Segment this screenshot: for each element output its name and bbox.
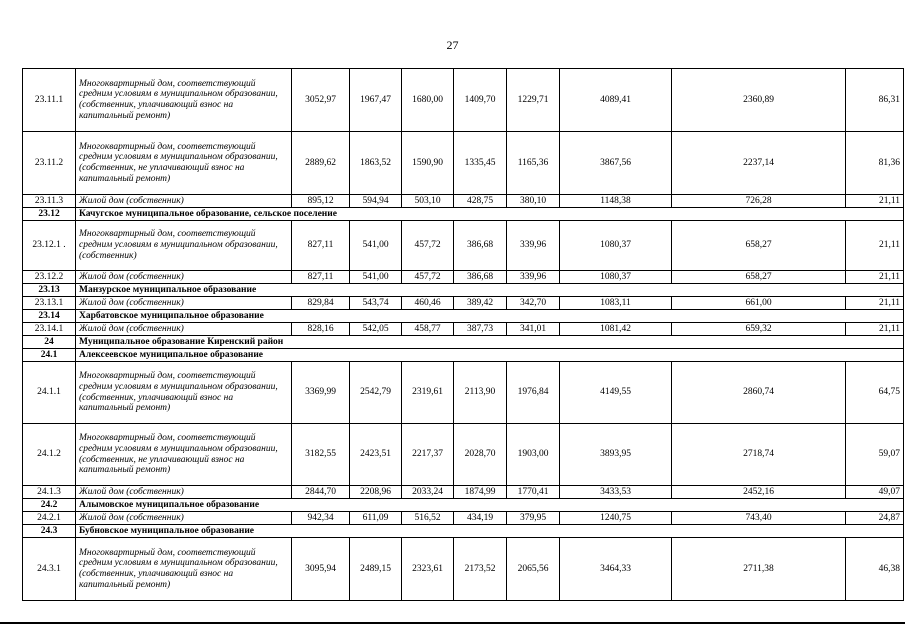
value-cell: 1081,42 bbox=[560, 323, 672, 336]
value-cell: 2718,74 bbox=[672, 424, 846, 486]
value-cell: 611,09 bbox=[350, 512, 402, 525]
row-code: 24.1.2 bbox=[23, 424, 76, 486]
table-row bbox=[23, 195, 904, 208]
section-row bbox=[23, 336, 904, 349]
value-cell: 1967,47 bbox=[350, 69, 402, 132]
section-title: Харбатовское муниципальное образование bbox=[76, 310, 904, 323]
page-bottom-border bbox=[0, 622, 905, 624]
table-row bbox=[23, 132, 904, 195]
value-cell: 386,68 bbox=[454, 271, 507, 284]
value-cell: 380,10 bbox=[507, 195, 560, 208]
value-cell: 1165,36 bbox=[507, 132, 560, 195]
value-cell: 541,00 bbox=[350, 271, 402, 284]
value-cell: 342,70 bbox=[507, 297, 560, 310]
value-cell: 389,42 bbox=[454, 297, 507, 310]
value-cell: 4089,41 bbox=[560, 69, 672, 132]
value-cell: 3182,55 bbox=[292, 424, 350, 486]
value-cell: 457,72 bbox=[402, 271, 454, 284]
row-code: 23.13.1 bbox=[23, 297, 76, 310]
value-cell: 2319,61 bbox=[402, 362, 454, 424]
value-cell: 2542,79 bbox=[350, 362, 402, 424]
table-row bbox=[23, 538, 904, 601]
value-cell: 828,16 bbox=[292, 323, 350, 336]
value-cell: 86,31 bbox=[846, 69, 904, 132]
value-cell: 21,11 bbox=[846, 195, 904, 208]
value-cell: 942,34 bbox=[292, 512, 350, 525]
value-cell: 21,11 bbox=[846, 297, 904, 310]
value-cell: 457,72 bbox=[402, 221, 454, 271]
value-cell: 743,40 bbox=[672, 512, 846, 525]
value-cell: 2452,16 bbox=[672, 486, 846, 499]
value-cell: 1680,00 bbox=[402, 69, 454, 132]
value-cell: 339,96 bbox=[507, 271, 560, 284]
value-cell: 341,01 bbox=[507, 323, 560, 336]
value-cell: 1874,99 bbox=[454, 486, 507, 499]
value-cell: 1770,41 bbox=[507, 486, 560, 499]
section-row bbox=[23, 525, 904, 538]
value-cell: 503,10 bbox=[402, 195, 454, 208]
section-title: Муниципальное образование Киренский район bbox=[76, 336, 904, 349]
value-cell: 2033,24 bbox=[402, 486, 454, 499]
table-row bbox=[23, 271, 904, 284]
value-cell: 1335,45 bbox=[454, 132, 507, 195]
value-cell: 386,68 bbox=[454, 221, 507, 271]
value-cell: 827,11 bbox=[292, 271, 350, 284]
value-cell: 339,96 bbox=[507, 221, 560, 271]
section-row bbox=[23, 499, 904, 512]
row-name: Жилой дом (собственник) bbox=[76, 323, 292, 336]
row-name: Жилой дом (собственник) bbox=[76, 195, 292, 208]
row-code: 23.13 bbox=[23, 284, 76, 297]
value-cell: 59,07 bbox=[846, 424, 904, 486]
value-cell: 3369,99 bbox=[292, 362, 350, 424]
value-cell: 516,52 bbox=[402, 512, 454, 525]
section-row bbox=[23, 284, 904, 297]
value-cell: 1148,38 bbox=[560, 195, 672, 208]
value-cell: 1409,70 bbox=[454, 69, 507, 132]
value-cell: 3052,97 bbox=[292, 69, 350, 132]
row-name: Многоквартирный дом, соответствующий средним условиям в муниципальном образовании, (собственник, уплачивающий взнос на капитальный ремонт) bbox=[76, 362, 292, 424]
tariff-table bbox=[22, 68, 904, 601]
row-name: Многоквартирный дом, соответствующий средним условиям в муниципальном образовании, (собственник, уплачивающий взнос на капитальный ремонт) bbox=[76, 538, 292, 601]
value-cell: 543,74 bbox=[350, 297, 402, 310]
value-cell: 387,73 bbox=[454, 323, 507, 336]
value-cell: 2323,61 bbox=[402, 538, 454, 601]
row-code: 24.2.1 bbox=[23, 512, 76, 525]
value-cell: 827,11 bbox=[292, 221, 350, 271]
value-cell: 379,95 bbox=[507, 512, 560, 525]
value-cell: 3464,33 bbox=[560, 538, 672, 601]
row-code: 24.3 bbox=[23, 525, 76, 538]
value-cell: 81,36 bbox=[846, 132, 904, 195]
value-cell: 458,77 bbox=[402, 323, 454, 336]
page-number: 27 bbox=[446, 38, 459, 52]
value-cell: 2360,89 bbox=[672, 69, 846, 132]
value-cell: 594,94 bbox=[350, 195, 402, 208]
row-code: 24 bbox=[23, 336, 76, 349]
section-row bbox=[23, 349, 904, 362]
table-row bbox=[23, 69, 904, 132]
value-cell: 2889,62 bbox=[292, 132, 350, 195]
value-cell: 21,11 bbox=[846, 271, 904, 284]
value-cell: 2844,70 bbox=[292, 486, 350, 499]
row-name: Жилой дом (собственник) bbox=[76, 486, 292, 499]
value-cell: 46,38 bbox=[846, 538, 904, 601]
table-row bbox=[23, 486, 904, 499]
row-code: 23.14.1 bbox=[23, 323, 76, 336]
table-row bbox=[23, 424, 904, 486]
value-cell: 1240,75 bbox=[560, 512, 672, 525]
row-code: 23.12 bbox=[23, 208, 76, 221]
row-code: 23.12.1 . bbox=[23, 221, 76, 271]
row-code: 24.2 bbox=[23, 499, 76, 512]
value-cell: 2237,14 bbox=[672, 132, 846, 195]
value-cell: 2423,51 bbox=[350, 424, 402, 486]
value-cell: 3433,53 bbox=[560, 486, 672, 499]
value-cell: 1976,84 bbox=[507, 362, 560, 424]
row-name: Многоквартирный дом, соответствующий средним условиям в муниципальном образовании, (собственник, не уплачивающий взнос на капитальный ремонт) bbox=[76, 424, 292, 486]
value-cell: 542,05 bbox=[350, 323, 402, 336]
value-cell: 1080,37 bbox=[560, 271, 672, 284]
value-cell: 64,75 bbox=[846, 362, 904, 424]
value-cell: 1903,00 bbox=[507, 424, 560, 486]
row-code: 23.11.3 bbox=[23, 195, 76, 208]
row-name: Многоквартирный дом, соответствующий средним условиям в муниципальном образовании, (собственник, не уплачивающий взнос на капитальный ремонт) bbox=[76, 132, 292, 195]
value-cell: 726,28 bbox=[672, 195, 846, 208]
value-cell: 658,27 bbox=[672, 271, 846, 284]
section-title: Качугское муниципальное образование, сельское поселение bbox=[76, 208, 904, 221]
section-title: Алексеевское муниципальное образование bbox=[76, 349, 904, 362]
row-code: 23.14 bbox=[23, 310, 76, 323]
value-cell: 3893,95 bbox=[560, 424, 672, 486]
value-cell: 49,07 bbox=[846, 486, 904, 499]
value-cell: 541,00 bbox=[350, 221, 402, 271]
section-title: Алымовское муниципальное образование bbox=[76, 499, 904, 512]
value-cell: 661,00 bbox=[672, 297, 846, 310]
section-title: Бубновское муниципальное образование bbox=[76, 525, 904, 538]
value-cell: 2217,37 bbox=[402, 424, 454, 486]
value-cell: 460,46 bbox=[402, 297, 454, 310]
table-row bbox=[23, 512, 904, 525]
value-cell: 1229,71 bbox=[507, 69, 560, 132]
value-cell: 2860,74 bbox=[672, 362, 846, 424]
row-code: 23.11.2 bbox=[23, 132, 76, 195]
value-cell: 2711,38 bbox=[672, 538, 846, 601]
row-code: 24.3.1 bbox=[23, 538, 76, 601]
value-cell: 3867,56 bbox=[560, 132, 672, 195]
value-cell: 428,75 bbox=[454, 195, 507, 208]
value-cell: 658,27 bbox=[672, 221, 846, 271]
section-row bbox=[23, 208, 904, 221]
table-row bbox=[23, 221, 904, 271]
value-cell: 2489,15 bbox=[350, 538, 402, 601]
value-cell: 659,32 bbox=[672, 323, 846, 336]
value-cell: 24,87 bbox=[846, 512, 904, 525]
value-cell: 21,11 bbox=[846, 221, 904, 271]
value-cell: 895,12 bbox=[292, 195, 350, 208]
value-cell: 3095,94 bbox=[292, 538, 350, 601]
value-cell: 1590,90 bbox=[402, 132, 454, 195]
table-row bbox=[23, 323, 904, 336]
value-cell: 2065,56 bbox=[507, 538, 560, 601]
value-cell: 2028,70 bbox=[454, 424, 507, 486]
row-code: 24.1.3 bbox=[23, 486, 76, 499]
section-row bbox=[23, 310, 904, 323]
value-cell: 1863,52 bbox=[350, 132, 402, 195]
value-cell: 2113,90 bbox=[454, 362, 507, 424]
row-code: 24.1.1 bbox=[23, 362, 76, 424]
table-row bbox=[23, 297, 904, 310]
row-code: 23.12.2 bbox=[23, 271, 76, 284]
row-name: Многоквартирный дом, соответствующий средним условиям в муниципальном образовании, (собственник) bbox=[76, 221, 292, 271]
value-cell: 1080,37 bbox=[560, 221, 672, 271]
value-cell: 829,84 bbox=[292, 297, 350, 310]
row-name: Жилой дом (собственник) bbox=[76, 512, 292, 525]
value-cell: 21,11 bbox=[846, 323, 904, 336]
table-row bbox=[23, 362, 904, 424]
value-cell: 2173,52 bbox=[454, 538, 507, 601]
row-name: Жилой дом (собственник) bbox=[76, 297, 292, 310]
section-title: Манзурское муниципальное образование bbox=[76, 284, 904, 297]
row-name: Многоквартирный дом, соответствующий средним условиям в муниципальном образовании, (собственник, уплачивающий взнос на капитальный ремонт) bbox=[76, 69, 292, 132]
row-code: 23.11.1 bbox=[23, 69, 76, 132]
value-cell: 434,19 bbox=[454, 512, 507, 525]
value-cell: 4149,55 bbox=[560, 362, 672, 424]
value-cell: 1083,11 bbox=[560, 297, 672, 310]
value-cell: 2208,96 bbox=[350, 486, 402, 499]
row-name: Жилой дом (собственник) bbox=[76, 271, 292, 284]
row-code: 24.1 bbox=[23, 349, 76, 362]
